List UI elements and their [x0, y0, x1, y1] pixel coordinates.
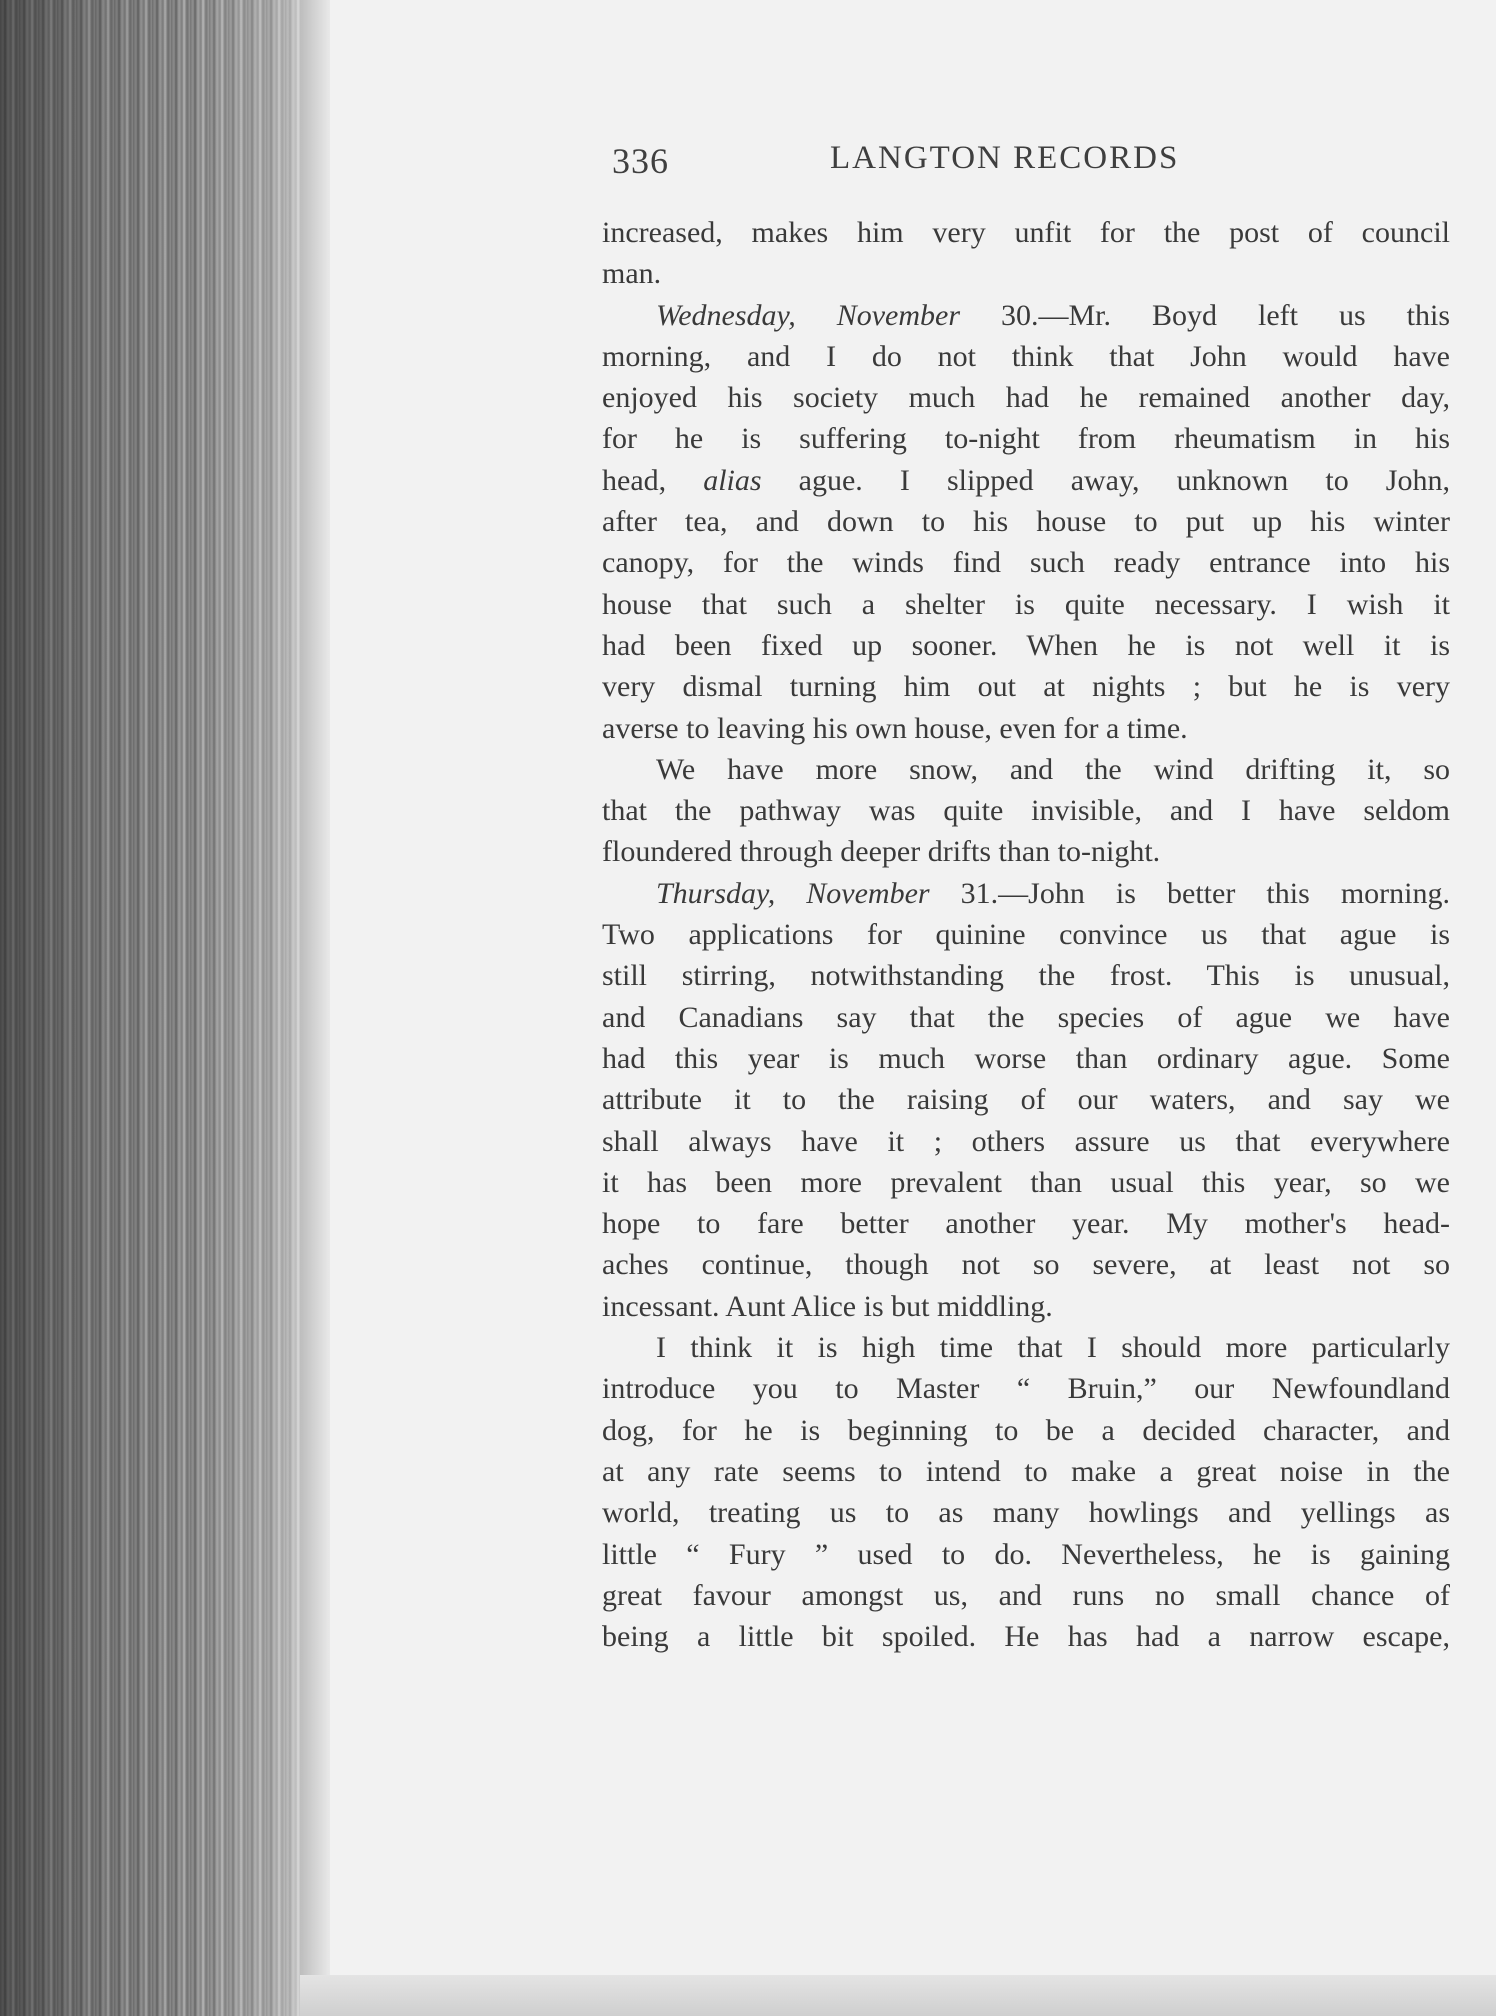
- text-line-20: and Canadians say that the species of ague we have: [602, 1000, 1450, 1034]
- text-line-34: great favour amongst us, and runs no small chance of: [602, 1578, 1450, 1612]
- text-line-4: morning, and I do not think that John would have: [602, 339, 1450, 373]
- text-line-9: canopy, for the winds find such ready entrance into his: [602, 546, 1450, 580]
- italic-alias: alias: [703, 463, 762, 497]
- text-line-16: floundered through deeper drifts than to-night.: [602, 835, 1161, 869]
- text-line-17-rest: 31.—John is better this morning.: [929, 876, 1450, 910]
- text-line-19: still stirring, notwithstanding the frost. This is unusual,: [602, 959, 1450, 993]
- text-line-31: at any rate seems to intend to make a great noise in the: [602, 1454, 1450, 1488]
- text-line-28: I think it is high time that I should more particularly: [656, 1331, 1450, 1365]
- text-line-7: [602, 460, 1450, 501]
- text-line-22: attribute it to the raising of our waters, and say we: [602, 1083, 1450, 1117]
- page-bottom-edge: [300, 1975, 1496, 2016]
- text-line-13: averse to leaving his own house, even for a time.: [602, 711, 1188, 745]
- text-line-24: it has been more prevalent than usual this year, so we: [602, 1165, 1450, 1199]
- text-line-12: very dismal turning him out at nights ; but he is very: [602, 670, 1450, 704]
- body-text: [602, 212, 1450, 1657]
- book-gutter: [300, 0, 330, 2016]
- text-line-17: [602, 873, 1450, 914]
- text-line-8: after tea, and down to his house to put up his winter: [602, 505, 1450, 539]
- text-line-21: had this year is much worse than ordinary ague. Some: [602, 1041, 1450, 1075]
- text-line-18: Two applications for quinine convince us that ague is: [602, 918, 1450, 952]
- page-header: [612, 140, 1242, 190]
- running-title: LANGTON RECORDS: [830, 140, 1180, 176]
- page-number: 336: [612, 141, 669, 181]
- text-line-11: had been fixed up sooner. When he is not well it is: [602, 628, 1450, 662]
- text-line-1: increased, makes him very unfit for the post of council: [602, 216, 1450, 249]
- text-line-33: little “ Fury ” used to do. Nevertheless, he is gaining: [602, 1537, 1450, 1571]
- text-line-3-rest: 30.—Mr. Boyd left us this: [960, 298, 1451, 332]
- text-line-3: [602, 295, 1450, 336]
- text-line-32: world, treating us to as many howlings and yellings as: [602, 1496, 1450, 1530]
- text-line-23: shall always have it ; others assure us that everywhere: [602, 1124, 1450, 1158]
- text-line-5: enjoyed his society much had he remained another day,: [602, 381, 1450, 415]
- book-page-edges: [0, 0, 320, 2016]
- text-line-14: We have more snow, and the wind drifting it, so: [656, 752, 1450, 786]
- text-line-29: introduce you to Master “ Bruin,” our Newfoundland: [602, 1372, 1450, 1406]
- text-line-25: hope to fare better another year. My mother's head-: [602, 1207, 1450, 1241]
- text-line-27: incessant. Aunt Alice is but middling.: [602, 1289, 1053, 1323]
- date-heading-thursday: Thursday, November: [656, 876, 930, 910]
- text-line-10: house that such a shelter is quite necessary. I wish it: [602, 587, 1450, 621]
- text-line-2: man.: [602, 257, 662, 291]
- text-line-30: dog, for he is beginning to be a decided character, and: [602, 1413, 1450, 1447]
- text-line-26: aches continue, though not so severe, at least not so: [602, 1248, 1450, 1282]
- text-line-15: that the pathway was quite invisible, and I have seldom: [602, 794, 1450, 828]
- text-line-35: being a little bit spoiled. He has had a narrow escape,: [602, 1620, 1450, 1654]
- text-line-6: for he is suffering to-night from rheumatism in his: [602, 422, 1450, 456]
- text-line-7-rest: ague. I slipped away, unknown to John,: [761, 463, 1450, 497]
- date-heading-wednesday: Wednesday, November: [656, 298, 960, 332]
- text-line-7-pre: head,: [602, 463, 704, 497]
